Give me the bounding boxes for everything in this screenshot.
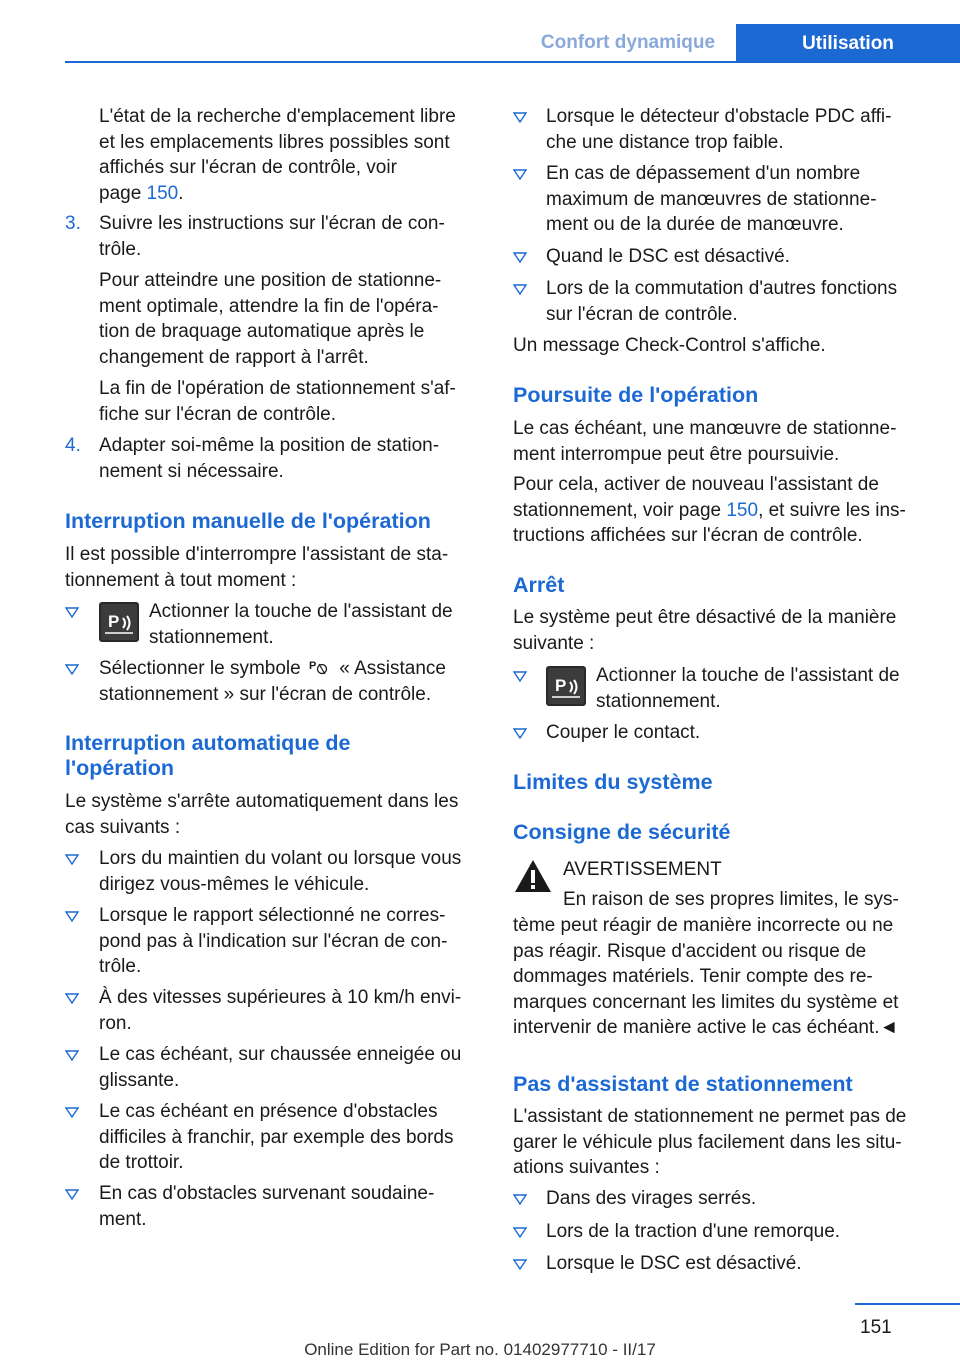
right-bullet-line: maximum de manœuvres de stationne- bbox=[546, 188, 877, 210]
warning-text bbox=[513, 913, 898, 1041]
heading-resume: Poursuite de l'opération bbox=[513, 383, 759, 407]
resume2-post: , et suivre les ins- bbox=[758, 499, 906, 521]
bullet-triangle-icon bbox=[513, 1219, 529, 1245]
step3-p2-line: tion de braquage automatique après le bbox=[99, 321, 425, 342]
svg-text:P: P bbox=[108, 612, 120, 631]
resume2-line: Pour cela, activer de nouveau l'assistant de bbox=[513, 474, 879, 495]
manual-line: Il est possible d'interrompre l'assistant de sta- bbox=[65, 544, 449, 565]
step3-p3-line: fiche sur l'écran de contrôle. bbox=[99, 403, 337, 425]
auto-bullet bbox=[99, 985, 461, 1036]
bullet-triangle-icon bbox=[65, 599, 81, 625]
bullet-triangle-icon bbox=[513, 161, 529, 187]
resume2-line: tructions affichées sur l'écran de contrôle. bbox=[513, 525, 863, 546]
header-chapter-tab: Utilisation bbox=[736, 24, 960, 63]
heading-manual-interruption: Interruption manuelle de l'opération bbox=[65, 509, 431, 533]
bullet-triangle-icon bbox=[65, 903, 81, 929]
warning-line: intervenir de manière active le cas échéant.◄ bbox=[513, 1017, 899, 1038]
header-section-tab: Confort dynamique bbox=[540, 32, 716, 53]
heading-system-limits: Limites du système bbox=[513, 770, 713, 794]
auto-bullet-line: difficiles à franchir, par exemple des bords bbox=[99, 1126, 454, 1148]
auto-bullet-line: Lorsque le rapport sélectionné ne corres- bbox=[99, 905, 446, 926]
bullet-triangle-icon bbox=[513, 1251, 529, 1277]
bullet-triangle-icon bbox=[65, 846, 81, 872]
right-bullet-line: ment ou de la durée de manœuvre. bbox=[546, 214, 844, 235]
intro-page-suffix: . bbox=[178, 182, 184, 204]
step3-p2-line: changement de rapport à l'arrêt. bbox=[99, 346, 369, 368]
step4-line: nement si nécessaire. bbox=[99, 460, 284, 482]
resume-line: Le cas échéant, une manœuvre de stationne- bbox=[513, 418, 897, 439]
manual-b1-line: stationnement. bbox=[149, 626, 274, 648]
heading-stop: Arrêt bbox=[513, 573, 565, 597]
stop-paragraph bbox=[513, 605, 896, 656]
right-bullet bbox=[546, 276, 897, 327]
auto-bullet-line: ron. bbox=[99, 1012, 132, 1034]
checkcontrol-message: Un message Check-Control s'affiche. bbox=[513, 335, 826, 356]
step3-p3-line: La fin de l'opération de stationnement s'af- bbox=[99, 378, 456, 399]
right-bullet-line: Lorsque le détecteur d'obstacle PDC affi- bbox=[546, 106, 892, 127]
step4-text bbox=[99, 433, 439, 484]
warning-first-line: En raison de ses propres limites, le sys- bbox=[563, 889, 899, 910]
step3-paragraph-2 bbox=[99, 268, 441, 370]
auto-bullet-line: En cas d'obstacles survenant soudaine- bbox=[99, 1183, 435, 1204]
page-link[interactable]: 150 bbox=[726, 499, 759, 521]
warning-line: pas réagir. Risque d'accident ou risque de bbox=[513, 940, 867, 962]
auto-bullet bbox=[99, 1181, 434, 1232]
right-bullet-line: sur l'écran de contrôle. bbox=[546, 303, 738, 325]
heading-no-assistant: Pas d'assistant de stationnement bbox=[513, 1072, 853, 1096]
warning-line: marques concernant les limites du système et bbox=[513, 991, 899, 1013]
auto-bullet-line: Le cas échéant en présence d'obstacles bbox=[99, 1101, 438, 1122]
auto-bullet-line: glissante. bbox=[99, 1069, 180, 1091]
warning-line: dommages matériels. Tenir compte des re- bbox=[513, 966, 873, 987]
bullet-triangle-icon bbox=[513, 276, 529, 302]
noassist-line: L'assistant de stationnement ne permet pas de bbox=[513, 1106, 907, 1127]
resume-line: ment interrompue peut être poursuivie. bbox=[513, 443, 840, 465]
manual-bullet-2 bbox=[99, 656, 446, 707]
footer-edition: Online Edition for Part no. 01402977710 - II/17 bbox=[304, 1340, 656, 1359]
stop-b1-line: Actionner la touche de l'assistant de bbox=[596, 665, 900, 686]
intro-line: L'état de la recherche d'emplacement libre bbox=[99, 106, 456, 127]
noassist-paragraph bbox=[513, 1104, 906, 1181]
auto-bullet bbox=[99, 1042, 461, 1093]
park-assist-symbol-icon bbox=[306, 657, 334, 677]
auto-bullet bbox=[99, 1099, 454, 1176]
auto-bullet-line: Le cas échéant, sur chaussée enneigée ou bbox=[99, 1044, 462, 1065]
auto-bullet-line: de trottoir. bbox=[99, 1152, 184, 1173]
auto-bullet-line: Lors du maintien du volant ou lorsque vous bbox=[99, 848, 462, 869]
auto-bullet-line: À des vitesses supérieures à 10 km/h envi- bbox=[99, 987, 462, 1008]
manual-b2-line2: stationnement » sur l'écran de contrôle. bbox=[99, 683, 432, 705]
step4-line: Adapter soi-même la position de station- bbox=[99, 435, 440, 456]
bullet-triangle-icon bbox=[513, 663, 529, 689]
auto-paragraph bbox=[65, 789, 458, 840]
step-number: 4. bbox=[65, 435, 81, 456]
park-assist-button-icon bbox=[99, 602, 139, 642]
right-bullet bbox=[546, 244, 790, 270]
bullet-triangle-icon bbox=[513, 1186, 529, 1212]
manual-b1-line: Actionner la touche de l'assistant de bbox=[149, 601, 453, 622]
intro-paragraph bbox=[99, 104, 456, 206]
noassist-bullet: Dans des virages serrés. bbox=[546, 1188, 757, 1209]
auto-bullet bbox=[99, 846, 461, 897]
resume-paragraph bbox=[513, 416, 896, 467]
stop-bullet-1 bbox=[596, 663, 900, 714]
right-bullet-line: Quand le DSC est désactivé. bbox=[546, 246, 790, 267]
noassist-bullet: Lors de la traction d'une remorque. bbox=[546, 1221, 841, 1242]
manual-paragraph bbox=[65, 542, 448, 593]
auto-bullet-line: trôle. bbox=[99, 956, 142, 977]
heading-safety: Consigne de sécurité bbox=[513, 820, 731, 844]
manual-bullet-1 bbox=[149, 599, 453, 650]
bullet-triangle-icon bbox=[65, 656, 81, 682]
stop-line: suivante : bbox=[513, 632, 595, 654]
page-link[interactable]: 150 bbox=[146, 182, 179, 204]
header-rule bbox=[65, 61, 960, 63]
warning-line: tème peut réagir de manière incorrecte ou ne bbox=[513, 915, 894, 936]
auto-bullet-line: dirigez vous-mêmes le véhicule. bbox=[99, 873, 370, 895]
step-number: 3. bbox=[65, 213, 81, 234]
heading-line: l'opération bbox=[65, 756, 175, 780]
heading-line: Interruption automatique de bbox=[65, 731, 351, 755]
auto-line: cas suivants : bbox=[65, 816, 181, 838]
warning-title: AVERTISSEMENT bbox=[563, 859, 722, 880]
footer-rule bbox=[855, 1303, 960, 1305]
step3-text bbox=[99, 211, 445, 262]
heading-automatic-interruption bbox=[65, 731, 350, 781]
right-bullet-line: En cas de dépassement d'un nombre bbox=[546, 163, 861, 184]
intro-page-prefix: page bbox=[99, 182, 147, 204]
step3-line: trôle. bbox=[99, 238, 142, 260]
resume-paragraph-2 bbox=[513, 472, 906, 549]
warning-triangle-icon bbox=[513, 858, 553, 894]
page-number: 151 bbox=[860, 1317, 892, 1338]
intro-line: affichés sur l'écran de contrôle, voir bbox=[99, 157, 397, 178]
svg-text:P: P bbox=[555, 676, 567, 695]
bullet-triangle-icon bbox=[65, 1099, 81, 1125]
step3-paragraph-3 bbox=[99, 376, 456, 427]
auto-bullet bbox=[99, 903, 447, 980]
bullet-triangle-icon bbox=[513, 244, 529, 270]
resume2-pre: stationnement, voir page bbox=[513, 499, 727, 521]
bullet-triangle-icon bbox=[513, 104, 529, 130]
noassist-line: garer le véhicule plus facilement dans les situ- bbox=[513, 1131, 902, 1153]
svg-text:P: P bbox=[309, 660, 317, 672]
auto-bullet-line: ment. bbox=[99, 1208, 147, 1230]
right-bullet bbox=[546, 161, 877, 238]
manual-b2-pre: Sélectionner le symbole bbox=[99, 658, 301, 679]
bullet-triangle-icon bbox=[65, 985, 81, 1011]
right-bullet bbox=[546, 104, 891, 155]
intro-line: et les emplacements libres possibles sont bbox=[99, 131, 450, 153]
bullet-triangle-icon bbox=[65, 1181, 81, 1207]
bullet-triangle-icon bbox=[65, 1042, 81, 1068]
right-bullet-line: Lors de la commutation d'autres fonctions bbox=[546, 278, 898, 299]
noassist-bullet: Lorsque le DSC est désactivé. bbox=[546, 1253, 802, 1274]
auto-bullet-line: pond pas à l'indication sur l'écran de con- bbox=[99, 930, 448, 952]
manual-line: tionnement à tout moment : bbox=[65, 569, 297, 591]
auto-line: Le système s'arrête automatiquement dans les bbox=[65, 791, 459, 812]
right-bullet-line: che une distance trop faible. bbox=[546, 131, 784, 153]
step3-p2-line: Pour atteindre une position de stationne- bbox=[99, 270, 442, 291]
stop-bullet-2: Couper le contact. bbox=[546, 722, 701, 743]
stop-line: Le système peut être désactivé de la manière bbox=[513, 607, 897, 628]
manual-b2-post: « Assistance bbox=[339, 658, 446, 679]
bullet-triangle-icon bbox=[513, 720, 529, 746]
stop-b1-line: stationnement. bbox=[596, 690, 721, 712]
park-assist-button-icon bbox=[546, 666, 586, 706]
noassist-line: ations suivantes : bbox=[513, 1157, 660, 1178]
step3-line: Suivre les instructions sur l'écran de con- bbox=[99, 213, 445, 234]
step3-p2-line: ment optimale, attendre la fin de l'opéra- bbox=[99, 295, 439, 317]
